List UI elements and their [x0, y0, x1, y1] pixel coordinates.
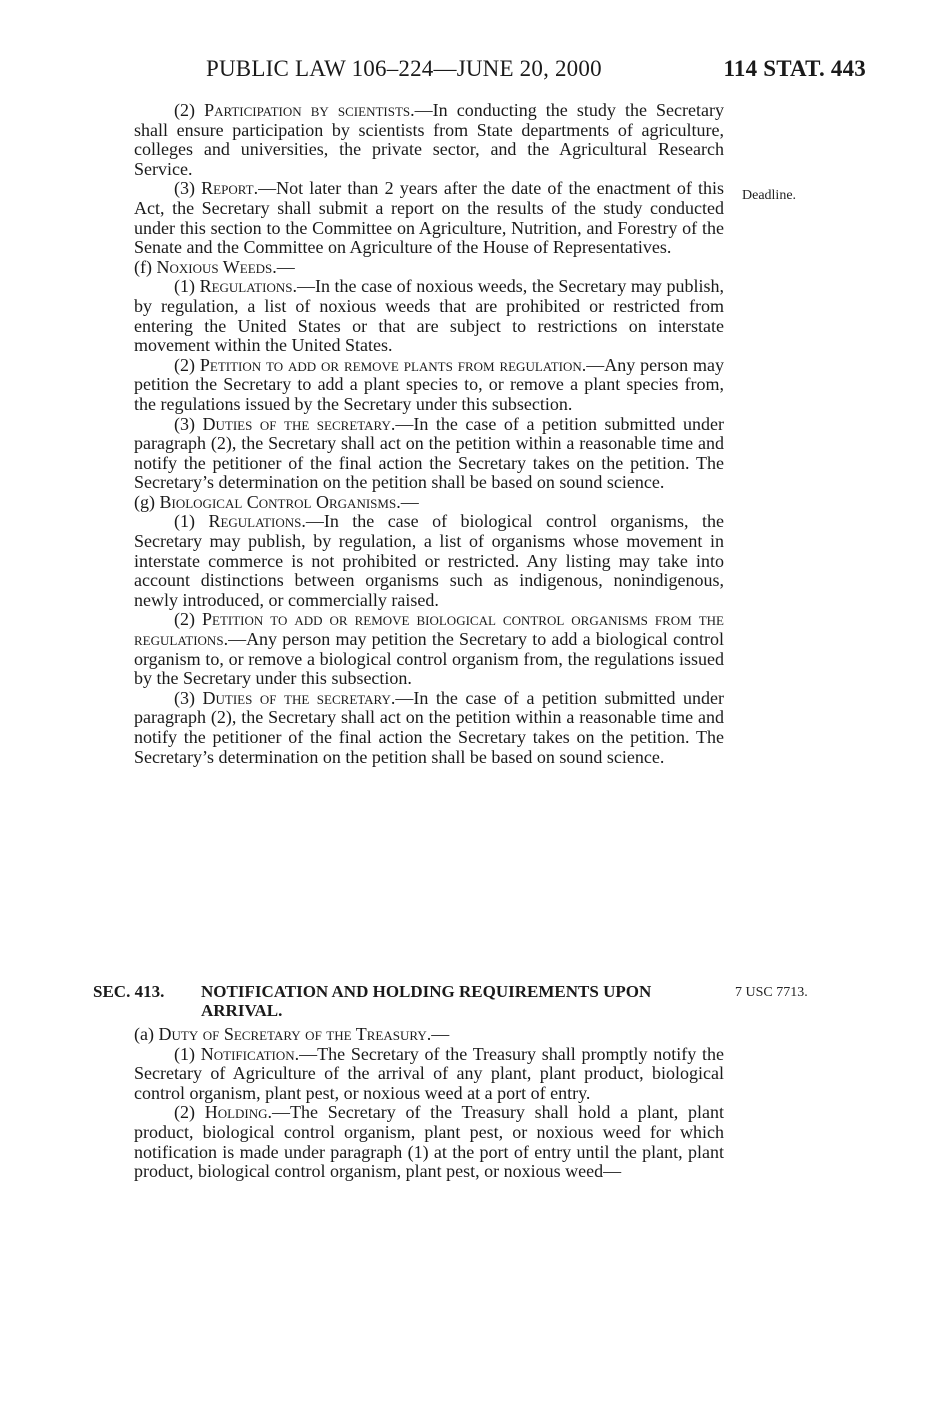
margin-note-deadline: Deadline.: [742, 188, 797, 203]
paragraph-g3: (3) Duties of the secretary.—In the case of a petition submitted under paragraph (2), the Secretary shall act on the petition within a reasonable time and notify the petitioner of the final action the Secretary takes on the petition. The Secretary’s determination on the petition shall be based on sound science.: [134, 687, 724, 767]
subsection-a: (a) Duty of Secretary of the Treasury.—: [134, 1024, 450, 1044]
subsection-g: (g) Biological Control Organisms.—: [134, 491, 419, 512]
paragraph-e2: (2) Participation by scientists.—In conducting the study the Secretary shall ensure participation by scientists from State departments of agriculture, colleges and universities, the private sector, and the Agricultural Research Service.: [134, 100, 724, 179]
paragraph-f3: (3) Duties of the secretary.—In the case of a petition submitted under paragraph (2), the Secretary shall act on the petition within a reasonable time and notify the petitioner of the final action the Secretary takes on the petition. The Secretary’s determination on the petition shall be based on sound science.: [134, 413, 724, 493]
paragraph-a2: (2) Holding.—The Secretary of the Treasury shall hold a plant, plant product, biological control organism, plant pest, or noxious weed for which notification is made under paragraph (1) at the port of entry until the plant, plant product, biological control organism, plant pest, or noxious weed—: [134, 1102, 724, 1182]
body-text-bottom: [134, 1025, 724, 1182]
section-heading: [93, 982, 723, 1020]
statute-page-number: 114 STAT. 443: [723, 56, 866, 81]
paragraph-f2: (2) Petition to add or remove plants from regulation.—Any person may petition the Secretary to add a plant species to, or remove a plant species from, the regulations issued by the Secretary under this subsection.: [134, 354, 724, 414]
section-title-line2: ARRIVAL.: [201, 1001, 283, 1020]
paragraph-g2: (2) Petition to add or remove biological control organisms from the regulations.—Any person may petition the Secretary to add a biological control organism to, or remove a biological control organism from, the regulations issued by the Secretary under this subsection.: [134, 609, 724, 689]
paragraph-e3: (3) Report.—Not later than 2 years after the date of the enactment of this Act, the Secretary shall submit a report on the results of the study conducted under this section to the Committee on Agriculture, Nutrition, and Forestry of the Senate and the Committee on Agriculture of the House of Representatives.: [134, 178, 724, 258]
subsection-f: (f) Noxious Weeds.—: [134, 256, 295, 277]
page-header: [206, 56, 866, 86]
paragraph-g1: (1) Regulations.—In the case of biological control organisms, the Secretary may publish, by regulation, a list of organisms whose movement in interstate commerce is not prohibited or restricted. Any listing may take into account distinctions between organisms such as indigenous, nonindigenous, newly introduced, or commercially raised.: [134, 511, 724, 610]
paragraph-f1: (1) Regulations.—In the case of noxious weeds, the Secretary may publish, by regulation, a list of noxious weeds that are prohibited or restricted from entering the United States or that are subject to restrictions on interstate movement within the United States.: [134, 276, 724, 356]
section-title-line1: NOTIFICATION AND HOLDING REQUIREMENTS UPON: [201, 982, 652, 1001]
body-text-top: [134, 101, 724, 767]
paragraph-a1: (1) Notification.—The Secretary of the Treasury shall promptly notify the Secretary of Agriculture of the arrival of any plant, plant product, biological control organism, plant pest, or noxious weed at a port of entry.: [134, 1043, 724, 1103]
margin-note-usc: 7 USC 7713.: [735, 985, 808, 1000]
section-number: SEC. 413.: [93, 982, 165, 1001]
running-head: PUBLIC LAW 106–224—JUNE 20, 2000: [206, 56, 602, 81]
